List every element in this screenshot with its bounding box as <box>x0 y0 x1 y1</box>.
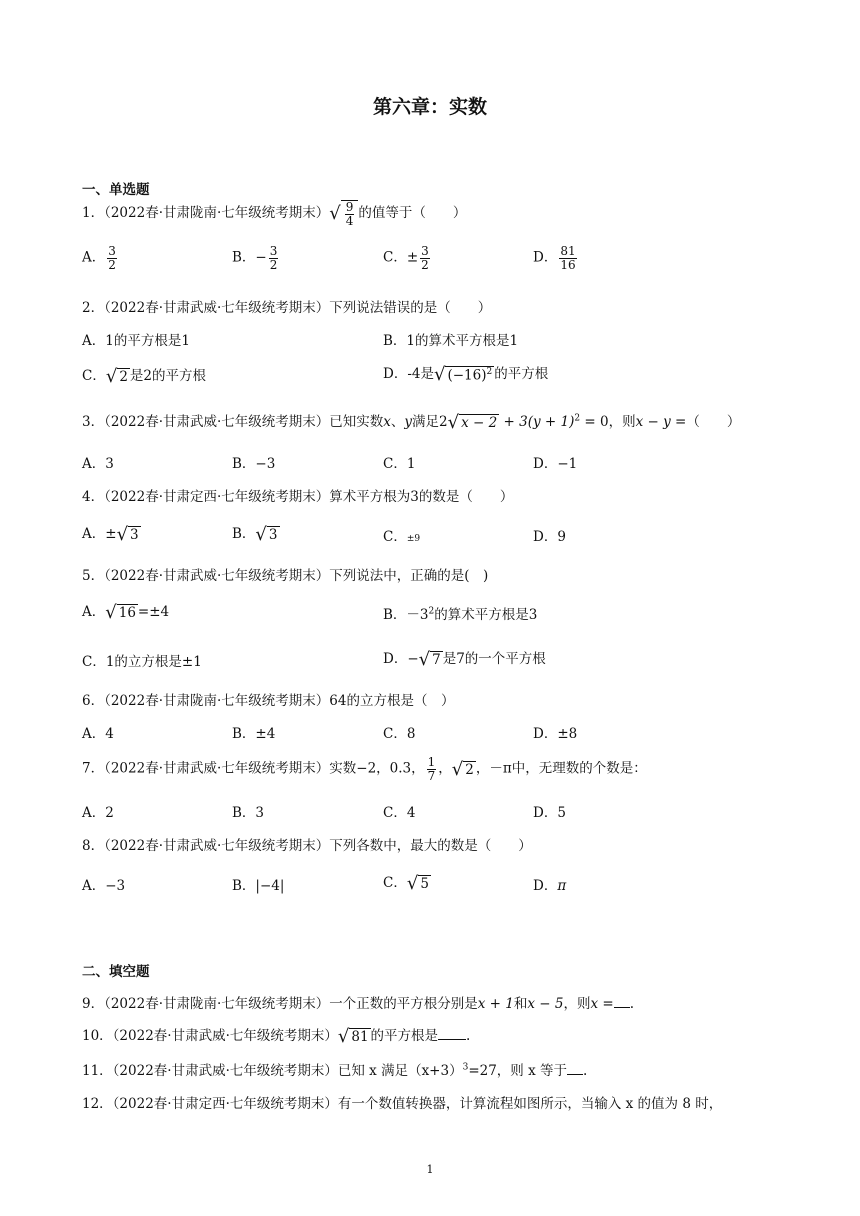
question-9: 9．（2022春·甘肃陇南·七年级统考期末）一个正数的平方根分别是x + 1和x − 5，则x = . <box>82 996 635 1012</box>
option-c: C．±9 <box>383 529 421 545</box>
option-b: B．$-3^2$的算术平方根是3 <box>383 606 538 623</box>
option-d: D．-4是√ $(-16)^2$ 的平方根 <box>383 364 549 385</box>
option-d: D．9 <box>533 529 566 545</box>
question-11: 11．（2022春·甘肃武威·七年级统考期末）已知 x 满足$(x+3)^3=27$，则 x 等于 . <box>82 1062 588 1079</box>
question-text: 的值等于（ ） <box>358 205 467 222</box>
page-number: 1 <box>426 1163 434 1176</box>
answer-blank[interactable] <box>614 1007 630 1008</box>
question-10: 10．（2022春·甘肃武威·七年级统考期末）√ 81 的平方根是 . <box>82 1026 471 1047</box>
option-c: C．√ 5 <box>383 873 429 894</box>
option-d: D．π <box>533 878 567 894</box>
option-a: A．±√ 3 <box>82 524 139 545</box>
option-b: B．|−4| <box>232 878 285 894</box>
option-d: D．±8 <box>533 726 578 742</box>
question-3: 3．（2022春·甘肃武威·七年级统考期末）已知实数x、y满足2√ $x - 2 + 3(y + 1)^2 = 0$，则x − y =（ ） <box>82 412 741 433</box>
section-heading-fill-blank: 二、填空题 <box>82 964 150 980</box>
option-a: A．1的平方根是1 <box>82 333 190 349</box>
option-a: A．2 <box>82 805 114 821</box>
option-b: B．−3 <box>232 456 276 472</box>
option-b: B．3 <box>232 805 265 821</box>
question-12: 12．（2022春·甘肃定西·七年级统考期末）有一个数值转换器，计算流程如图所示，当输入 x 的值为 8 时， <box>82 1096 723 1112</box>
option-c: C．√ 2 是2的平方根 <box>82 366 207 387</box>
question-1 <box>82 200 466 227</box>
option-c: C．± $\frac{3}{2}$ <box>383 244 429 272</box>
option-d: D．−√ 7 是7的一个平方根 <box>383 649 546 670</box>
sqrt-expression: √ $\frac{9}{4}$ <box>329 200 358 227</box>
option-a: A． $\frac{3}{2}$ <box>82 244 116 272</box>
option-c: C．1的立方根是±1 <box>82 654 202 670</box>
section-heading-single-choice: 一、单选题 <box>82 182 150 198</box>
option-c: C．4 <box>383 805 416 821</box>
question-6: 6．（2022春·甘肃陇南·七年级统考期末）64的立方根是（ ） <box>82 693 455 709</box>
page-title: 第六章：实数 <box>372 96 487 118</box>
option-b: B．− $\frac{3}{2}$ <box>232 244 278 272</box>
option-a: A．3 <box>82 456 114 472</box>
option-c: C．8 <box>383 726 416 742</box>
question-text: 1．（2022春·甘肃陇南·七年级统考期末） <box>82 205 330 222</box>
option-d: D．−1 <box>533 456 578 472</box>
question-8: 8．（2022春·甘肃武威·七年级统考期末）下列各数中，最大的数是（ ） <box>82 838 532 854</box>
option-b: B．±4 <box>232 726 276 742</box>
question-5: 5．（2022春·甘肃武威·七年级统考期末）下列说法中，正确的是( ) <box>82 568 489 584</box>
option-a: A．√ 16 =±4 <box>82 602 170 623</box>
answer-blank[interactable] <box>567 1074 583 1075</box>
option-c: C．1 <box>383 456 416 472</box>
answer-blank[interactable] <box>438 1039 466 1040</box>
question-4: 4．（2022春·甘肃定西·七年级统考期末）算术平方根为3的数是（ ） <box>82 489 514 505</box>
option-d: D．5 <box>533 805 566 821</box>
option-a: A．4 <box>82 726 114 742</box>
option-b: B．1的算术平方根是1 <box>383 333 519 349</box>
option-a: A．−3 <box>82 878 126 894</box>
option-d: D． $\frac{81}{16}$ <box>533 244 576 272</box>
question-7: 7．（2022春·甘肃武威·七年级统考期末）实数−2，0.3， $\frac{1}{7}$ ，√ 2 ，－π中，无理数的个数是： <box>82 755 647 783</box>
option-b: B．√ 3 <box>232 524 278 545</box>
question-2: 2．（2022春·甘肃武威·七年级统考期末）下列说法错误的是（ ） <box>82 300 492 316</box>
